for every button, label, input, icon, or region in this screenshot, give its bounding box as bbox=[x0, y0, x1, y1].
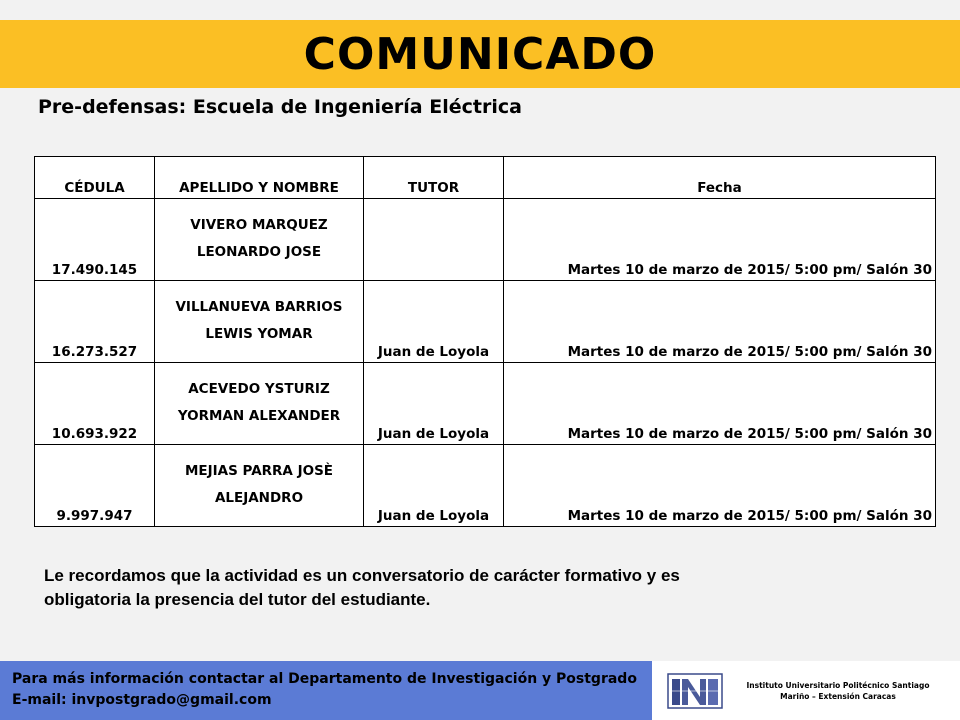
name-line-2: LEONARDO JOSE bbox=[196, 244, 322, 261]
title-banner bbox=[0, 20, 960, 88]
column-header-tutor: TUTOR bbox=[364, 157, 504, 199]
cedula-cell: 9.997.947 bbox=[35, 445, 155, 527]
reminder-line-2: obligatoria la presencia del tutor del estudiante. bbox=[44, 590, 431, 609]
table-row bbox=[35, 199, 936, 281]
name-text bbox=[185, 462, 333, 516]
cedula-cell: 16.273.527 bbox=[35, 281, 155, 363]
column-header-fecha: Fecha bbox=[504, 157, 936, 199]
fecha-cell: Martes 10 de marzo de 2015/ 5:00 pm/ Salón 30 bbox=[504, 363, 936, 445]
student-table bbox=[34, 156, 936, 527]
page-title: COMUNICADO bbox=[303, 28, 657, 80]
fecha-cell: Martes 10 de marzo de 2015/ 5:00 pm/ Salón 30 bbox=[504, 281, 936, 363]
fecha-cell: Martes 10 de marzo de 2015/ 5:00 pm/ Salón 30 bbox=[504, 199, 936, 281]
institution-line-2: Mariño – Extensión Caracas bbox=[780, 691, 896, 701]
cedula-cell: 17.490.145 bbox=[35, 199, 155, 281]
institution-line-1: Instituto Universitario Politécnico Santiago bbox=[746, 680, 930, 690]
name-line-1: ACEVEDO YSTURIZ bbox=[188, 381, 330, 398]
name-text bbox=[178, 380, 340, 434]
name-line-2: YORMAN ALEXANDER bbox=[177, 408, 341, 425]
table-row bbox=[35, 281, 936, 363]
name-line-1: MEJIAS PARRA JOSÈ bbox=[184, 463, 334, 480]
institution-name bbox=[724, 680, 960, 702]
name-line-1: VIVERO MARQUEZ bbox=[190, 217, 328, 234]
tutor-cell bbox=[364, 199, 504, 281]
institution-footer bbox=[652, 661, 960, 720]
name-cell bbox=[155, 281, 364, 363]
name-line-2: ALEJANDRO bbox=[214, 490, 304, 507]
reminder-note bbox=[44, 564, 904, 612]
tutor-cell: Juan de Loyola bbox=[364, 445, 504, 527]
name-line-1: VILLANUEVA BARRIOS bbox=[175, 299, 343, 316]
table-header-row bbox=[35, 157, 936, 199]
contact-email: E-mail: invpostgrado@gmail.com bbox=[12, 692, 272, 708]
column-header-name: APELLIDO Y NOMBRE bbox=[155, 157, 364, 199]
name-line-2: LEWIS YOMAR bbox=[205, 326, 313, 343]
contact-footer bbox=[0, 661, 652, 720]
name-cell bbox=[155, 445, 364, 527]
contact-info: Para más información contactar al Departamento de Investigación y Postgrado bbox=[12, 671, 637, 687]
page-subtitle: Pre-defensas: Escuela de Ingeniería Eléctrica bbox=[38, 96, 522, 118]
name-cell bbox=[155, 363, 364, 445]
name-text bbox=[190, 216, 327, 270]
reminder-line-1: Le recordamos que la actividad es un conversatorio de carácter formativo y es bbox=[44, 566, 680, 585]
cedula-cell: 10.693.922 bbox=[35, 363, 155, 445]
fecha-cell: Martes 10 de marzo de 2015/ 5:00 pm/ Salón 30 bbox=[504, 445, 936, 527]
tutor-cell: Juan de Loyola bbox=[364, 363, 504, 445]
column-header-cedula: CÉDULA bbox=[35, 157, 155, 199]
iupsm-logo-icon bbox=[666, 671, 724, 711]
table-row bbox=[35, 445, 936, 527]
tutor-cell: Juan de Loyola bbox=[364, 281, 504, 363]
name-cell bbox=[155, 199, 364, 281]
name-text bbox=[175, 298, 342, 352]
table-row bbox=[35, 363, 936, 445]
